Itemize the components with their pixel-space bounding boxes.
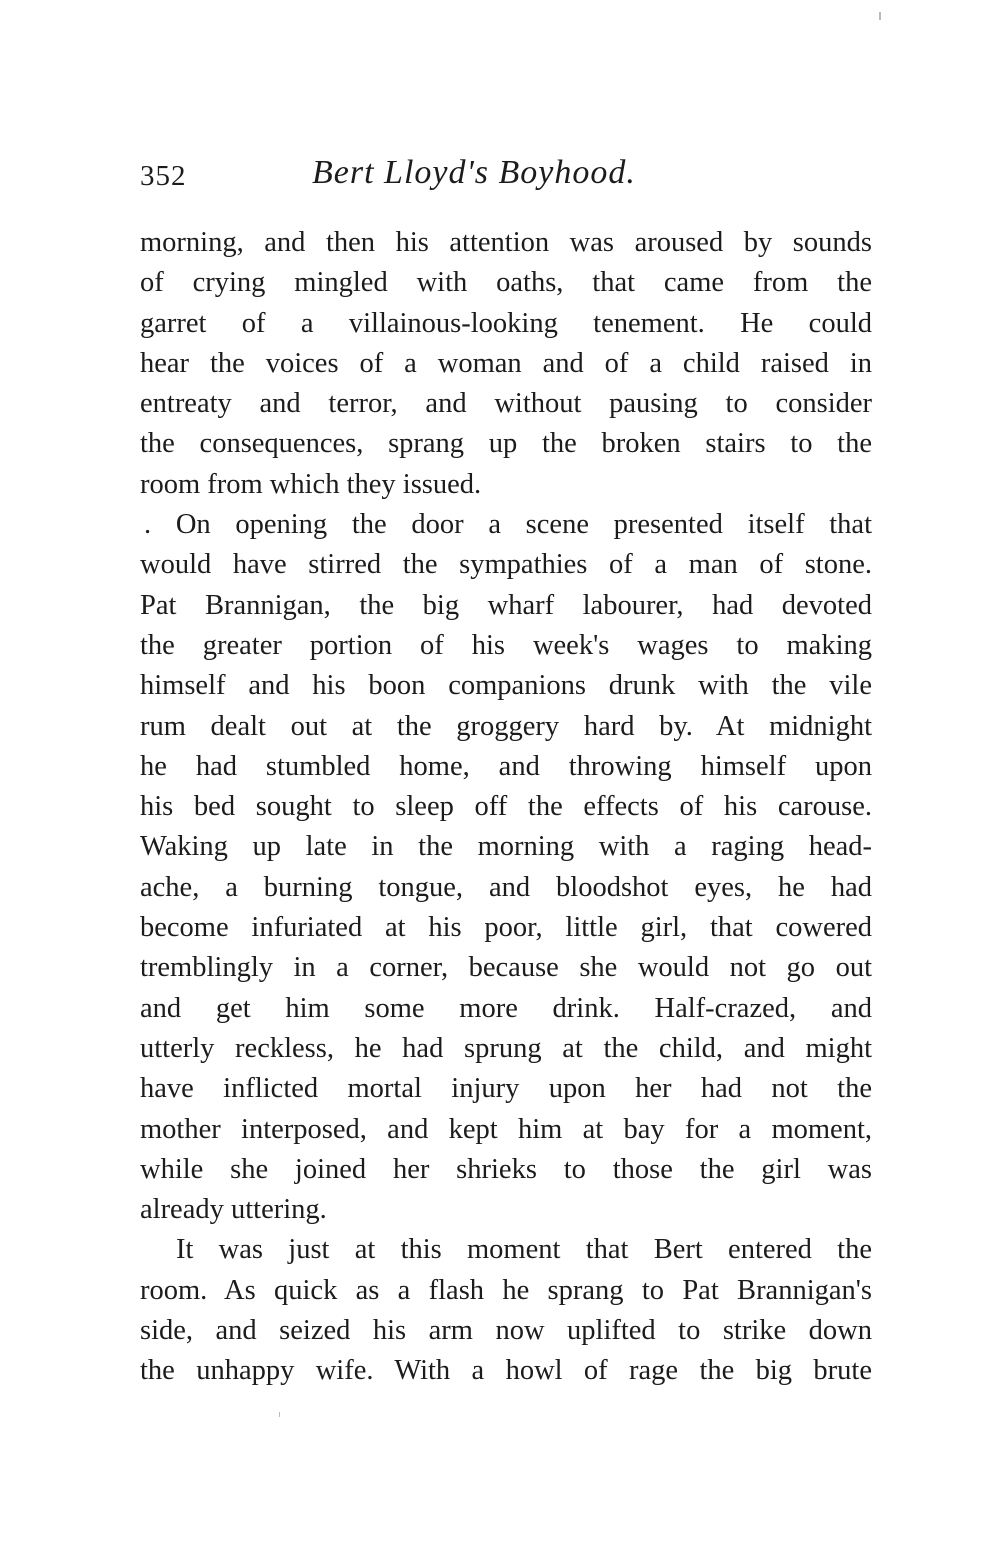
text-line: It was just at this moment that Bert entered the (176, 1234, 872, 1266)
text-line: garret of a villainous-looking tenement. He could (140, 307, 872, 339)
text-line: Waking up late in the morning with a raging head- (140, 831, 872, 863)
text-line: while she joined her shrieks to those the girl was (140, 1153, 872, 1185)
text-line: and get him some more drink. Half-crazed, and (140, 992, 872, 1024)
text-line: utterly reckless, he had sprung at the child, and might (140, 1032, 872, 1064)
paper-speck (279, 1412, 280, 1417)
text-line: mother interposed, and kept him at bay for a moment, (140, 1113, 872, 1145)
text-line: become infuriated at his poor, little girl, that cowered (140, 912, 872, 944)
text-line: morning, and then his attention was aroused by sounds (140, 227, 872, 258)
text-line: have inflicted mortal injury upon her had not the (140, 1073, 872, 1105)
text-line: side, and seized his arm now uplifted to strike down (140, 1315, 872, 1347)
text-line: room from which they issued. (140, 468, 482, 500)
page-number: 352 (140, 160, 187, 192)
text-line: hear the voices of a woman and of a child raised in (140, 347, 872, 379)
text-line: his bed sought to sleep off the effects of his carouse. (140, 791, 872, 823)
text-line: Pat Brannigan, the big wharf labourer, had devoted (140, 589, 872, 621)
text-line: would have stirred the sympathies of a man of stone. (140, 549, 872, 581)
text-line: already uttering. (140, 1194, 327, 1226)
paper-speck (879, 12, 881, 20)
text-line: the greater portion of his week's wages to making (140, 629, 872, 661)
page-header (140, 154, 880, 204)
text-line: rum dealt out at the groggery hard by. At midnight (140, 710, 872, 742)
running-title: Bert Lloyd's Boyhood. (312, 154, 636, 191)
body-text (140, 223, 872, 1392)
text-line: the consequences, sprang up the broken stairs to the (140, 428, 872, 460)
text-line: tremblingly in a corner, because she would not go out (140, 952, 872, 984)
text-line: he had stumbled home, and throwing himself upon (140, 750, 872, 782)
text-line: . On opening the door a scene presented itself that (144, 509, 872, 541)
text-line: entreaty and terror, and without pausing to consider (140, 388, 872, 420)
text-line: of crying mingled with oaths, that came from the (140, 267, 872, 299)
text-line: himself and his boon companions drunk with the vile (140, 670, 872, 702)
text-line: the unhappy wife. With a howl of rage the big brute (140, 1355, 872, 1387)
text-line: ache, a burning tongue, and bloodshot eyes, he had (140, 871, 872, 903)
text-line: room. As quick as a flash he sprang to Pat Brannigan's (140, 1274, 872, 1306)
